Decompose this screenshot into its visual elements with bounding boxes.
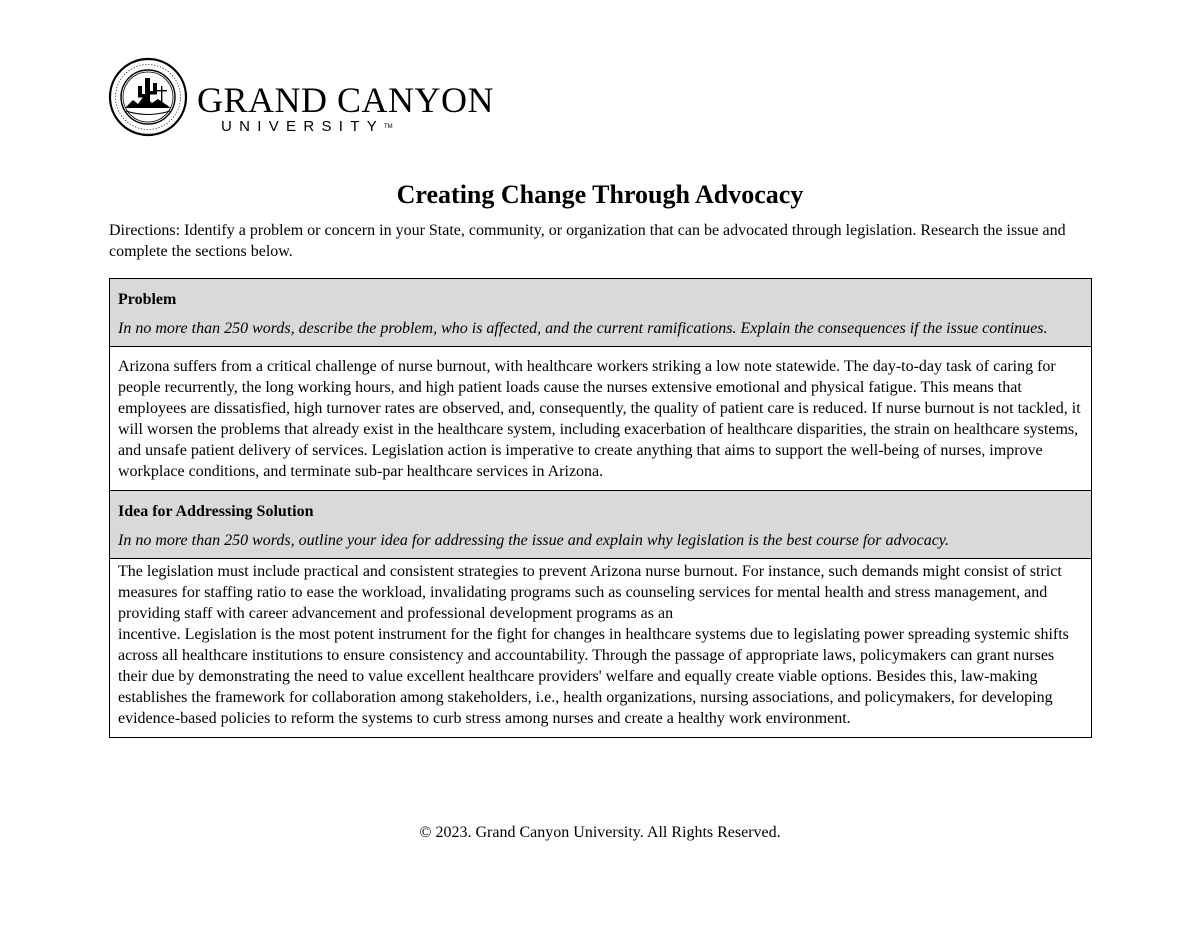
solution-label: Idea for Addressing Solution: [118, 503, 314, 520]
solution-header-row: [110, 491, 1092, 559]
problem-response-text: Arizona suffers from a critical challenge of nurse burnout, with healthcare workers striking a low note statewide. The day-to-day task of caring for people recurrently, the long working hours, and high patient loads cause the nurses extensive emotional and physical fatigue. This means that employees are dissatisfied, high turnover rates are observed, and, consequently, the quality of patient care is reduced. If nurse burnout is not tackled, it will worsen the problems that already exist in the healthcare system, including exacerbation of healthcare disparities, the strain on healthcare systems, and unsafe patient delivery of services. Legislation action is imperative to create anything that aims to support the well-being of nurses, improve workplace conditions, and terminate sub-par healthcare services in Arizona.: [118, 358, 1081, 480]
problem-label: Problem: [118, 291, 177, 308]
problem-response-cell: [110, 347, 1092, 491]
problem-header-row: [110, 279, 1092, 347]
logo-wordmark-top: GRAND CANYON: [197, 80, 495, 120]
solution-prompt: In no more than 250 words, outline your idea for addressing the issue and explain why legislation is the best course for advocacy.: [118, 532, 950, 549]
logo-wordmark-bottom: UNIVERSITY™: [221, 118, 393, 135]
trademark-mark: TM: [384, 124, 393, 130]
problem-header-cell: [110, 279, 1092, 347]
university-logo: [108, 56, 495, 142]
solution-response-row: [110, 559, 1092, 738]
copyright-footer: © 2023. Grand Canyon University. All Rights Reserved.: [419, 824, 781, 841]
document-title: Creating Change Through Advocacy: [396, 180, 804, 209]
solution-response-cell: [110, 559, 1092, 738]
solution-response-part-2: incentive. Legislation is the most potent instrument for the fight for changes in healthcare systems due to legislating power spreading systemic shifts across all healthcare institutions to ensure consistency and accountability. Through the passage of appropriate laws, policymakers can grant nurses their due by demonstrating the need to value excellent healthcare providers' welfare and equally create viable options. Besides this, law-making establishes the framework for collaboration among stakeholders, i.e., health organizations, nursing associations, and policymakers, for developing evidence-based policies to reform the systems to curb stress among nurses and create a healthy work environment.: [118, 626, 1069, 727]
solution-response-text: [118, 561, 1083, 729]
advocacy-table: [109, 278, 1092, 738]
university-seal-icon: [108, 56, 188, 138]
problem-response-row: [110, 347, 1092, 491]
problem-prompt: In no more than 250 words, describe the problem, who is affected, and the current ramifications. Explain the consequences if the issue continues.: [118, 320, 1048, 337]
directions-text: Directions: Identify a problem or concern in your State, community, or organization that can be advocated through legislation. Research the issue and complete the sections below.: [109, 222, 1066, 260]
solution-header-cell: [110, 491, 1092, 559]
solution-response-part-1: The legislation must include practical and consistent strategies to prevent Arizona nurse burnout. For instance, such demands might consist of strict measures for staffing ratio to ease the workload, invalidating programs such as counseling services for mental health and stress management, and providing staff with career advancement and professional development programs as an: [118, 563, 1062, 622]
